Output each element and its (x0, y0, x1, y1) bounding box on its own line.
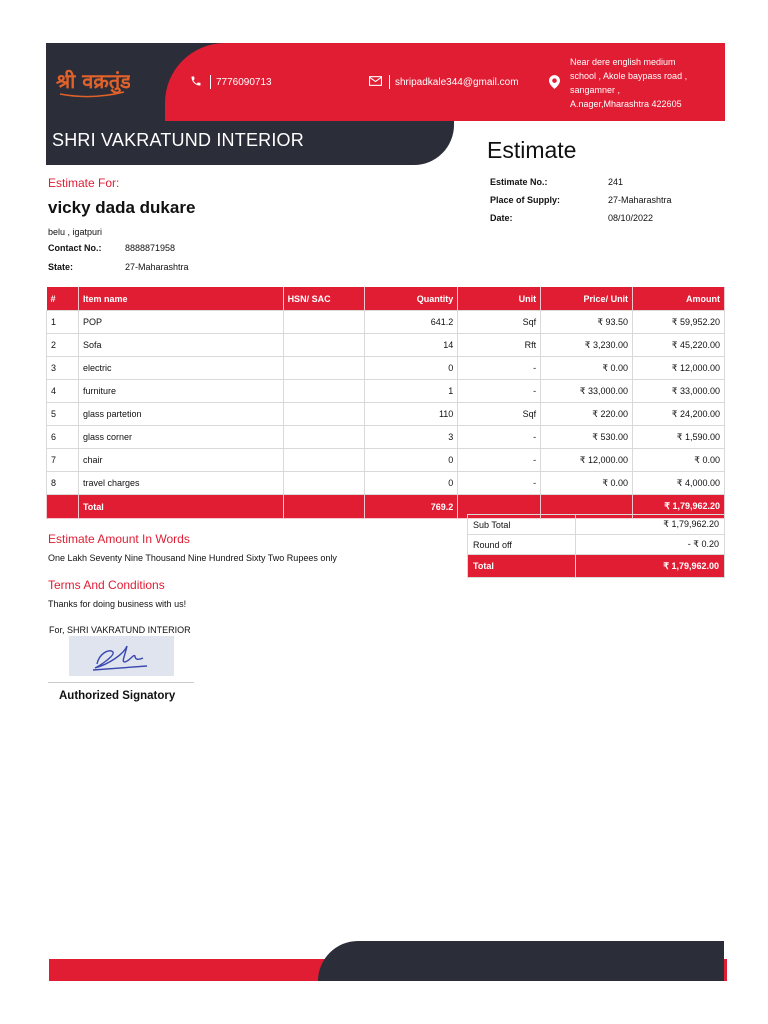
total-quantity: 769.2 (365, 495, 458, 519)
client-name: vicky dada dukare (48, 198, 196, 217)
contact-value: 8888871958 (125, 243, 176, 253)
footer-dark-band (318, 941, 724, 981)
cell-amount: ₹ 33,000.00 (633, 380, 725, 403)
subtotal-value: ₹ 1,79,962.20 (575, 515, 724, 535)
cell-hsn (283, 380, 365, 403)
state-label: State: (48, 262, 74, 272)
signature-for-text: For, SHRI VAKRATUND INTERIOR (49, 625, 191, 635)
roundoff-label: Round off (468, 535, 576, 555)
cell-amount: ₹ 1,590.00 (633, 426, 725, 449)
cell-item-name: travel charges (78, 472, 283, 495)
col-header-amount: Amount (633, 287, 725, 311)
total-label: Total (78, 495, 283, 519)
table-row (47, 380, 725, 403)
signature-image (69, 636, 174, 676)
logo-text: श्री वक्रतुंड (56, 69, 130, 93)
grand-total-value: ₹ 1,79,962.00 (575, 555, 724, 578)
cell-amount: ₹ 24,200.00 (633, 403, 725, 426)
terms-text: Thanks for doing business with us! (48, 599, 187, 609)
roundoff-value: - ₹ 0.20 (575, 535, 724, 555)
location-pin-icon (549, 75, 560, 94)
col-header-unit: Unit (458, 287, 541, 311)
cell-amount: ₹ 12,000.00 (633, 357, 725, 380)
grand-total-row (468, 555, 725, 578)
date-label: Date: (490, 213, 513, 223)
subtotal-label: Sub Total (468, 515, 576, 535)
cell-number: 7 (47, 449, 79, 472)
subtotal-row (468, 515, 725, 535)
table-row (47, 403, 725, 426)
cell-price: ₹ 220.00 (541, 403, 633, 426)
table-row (47, 449, 725, 472)
document-title: Estimate (487, 137, 577, 163)
email-address: shripadkale344@gmail.com (395, 76, 519, 88)
cell-hsn (283, 311, 365, 334)
cell-unit: Sqf (458, 403, 541, 426)
cell-item-name: POP (78, 311, 283, 334)
email-contact (369, 75, 519, 89)
cell-hsn (283, 357, 365, 380)
cell-price: ₹ 0.00 (541, 357, 633, 380)
cell-price: ₹ 3,230.00 (541, 334, 633, 357)
grand-total-label: Total (468, 555, 576, 578)
cell-unit: - (458, 472, 541, 495)
estimate-no-value: 241 (608, 177, 624, 187)
summary-table (467, 514, 725, 578)
table-row (47, 311, 725, 334)
cell-amount: ₹ 45,220.00 (633, 334, 725, 357)
cell-quantity: 3 (365, 426, 458, 449)
cell-hsn (283, 334, 365, 357)
cell-number: 1 (47, 311, 79, 334)
table-row (47, 472, 725, 495)
client-address: belu , igatpuri (48, 227, 103, 237)
cell-quantity: 0 (365, 449, 458, 472)
col-header-price: Price/ Unit (541, 287, 633, 311)
estimate-for-label: Estimate For: (48, 176, 120, 190)
signature-line (48, 682, 194, 683)
roundoff-row (468, 535, 725, 555)
cell-item-name: Sofa (78, 334, 283, 357)
cell-number: 2 (47, 334, 79, 357)
cell-price: ₹ 0.00 (541, 472, 633, 495)
cell-quantity: 14 (365, 334, 458, 357)
cell-item-name: chair (78, 449, 283, 472)
phone-icon (190, 75, 204, 89)
cell-hsn (283, 449, 365, 472)
phone-contact (190, 75, 272, 89)
table-row (47, 357, 725, 380)
amount-in-words-text: One Lakh Seventy Nine Thousand Nine Hundred Sixty Two Rupees only (48, 553, 337, 563)
cell-amount: ₹ 0.00 (633, 449, 725, 472)
cell-price: ₹ 12,000.00 (541, 449, 633, 472)
cell-unit: - (458, 357, 541, 380)
cell-number: 8 (47, 472, 79, 495)
cell-hsn (283, 403, 365, 426)
cell-quantity: 0 (365, 357, 458, 380)
phone-number: 7776090713 (216, 76, 272, 88)
company-name: SHRI VAKRATUND INTERIOR (52, 130, 304, 150)
authorized-signatory-label: Authorized Signatory (59, 690, 176, 702)
col-header-hsn: HSN/ SAC (283, 287, 365, 311)
cell-amount: ₹ 4,000.00 (633, 472, 725, 495)
col-header-quantity: Quantity (365, 287, 458, 311)
cell-number: 6 (47, 426, 79, 449)
estimate-no-label: Estimate No.: (490, 177, 548, 187)
cell-unit: - (458, 449, 541, 472)
company-logo (54, 60, 130, 104)
cell-price: ₹ 33,000.00 (541, 380, 633, 403)
contact-label: Contact No.: (48, 243, 102, 253)
date-value: 08/10/2022 (608, 213, 654, 223)
items-table (46, 287, 725, 519)
total-amount: ₹ 1,79,962.20 (633, 495, 725, 519)
cell-item-name: glass corner (78, 426, 283, 449)
cell-quantity: 1 (365, 380, 458, 403)
col-header-number: # (47, 287, 79, 311)
cell-number: 4 (47, 380, 79, 403)
cell-unit: - (458, 380, 541, 403)
cell-item-name: electric (78, 357, 283, 380)
cell-unit: Sqf (458, 311, 541, 334)
cell-price: ₹ 530.00 (541, 426, 633, 449)
amount-in-words-label: Estimate Amount In Words (48, 532, 190, 546)
cell-unit: Rft (458, 334, 541, 357)
col-header-item: Item name (78, 287, 283, 311)
cell-item-name: glass partetion (78, 403, 283, 426)
cell-number: 5 (47, 403, 79, 426)
cell-quantity: 110 (365, 403, 458, 426)
state-value: 27-Maharashtra (125, 262, 189, 272)
cell-hsn (283, 426, 365, 449)
table-row (47, 426, 725, 449)
envelope-icon (369, 75, 383, 89)
cell-amount: ₹ 59,952.20 (633, 311, 725, 334)
company-address: Near dere english medium school , Akole baypass road , sangamner , A.nager,Mharashtra 422605 (570, 57, 688, 109)
cell-quantity: 0 (365, 472, 458, 495)
cell-quantity: 641.2 (365, 311, 458, 334)
cell-unit: - (458, 426, 541, 449)
table-row (47, 334, 725, 357)
place-of-supply-label: Place of Supply: (490, 195, 561, 205)
table-header-row (47, 287, 725, 311)
cell-hsn (283, 472, 365, 495)
terms-label: Terms And Conditions (48, 578, 165, 592)
cell-price: ₹ 93.50 (541, 311, 633, 334)
place-of-supply-value: 27-Maharashtra (608, 195, 672, 205)
cell-number: 3 (47, 357, 79, 380)
cell-item-name: furniture (78, 380, 283, 403)
